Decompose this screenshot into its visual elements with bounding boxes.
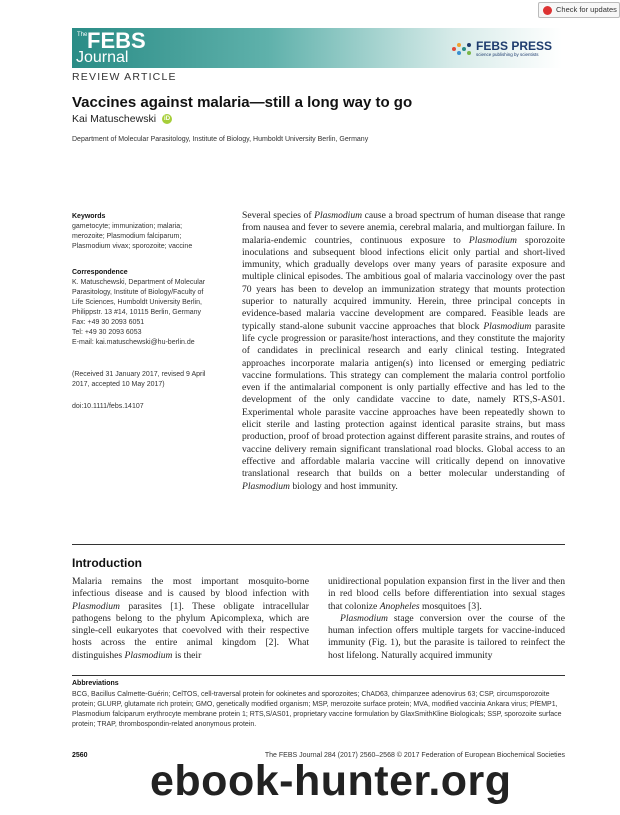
section-divider (72, 544, 565, 545)
watermark: ebook-hunter.org (150, 757, 512, 805)
correspondence-tel: Tel: +49 30 2093 6053 (72, 329, 142, 336)
journal-logo-the: The (77, 32, 88, 38)
abbreviations-divider (72, 675, 565, 676)
febs-press-tagline: science publishing by scientists (476, 52, 539, 57)
abbreviations-text: BCG, Bacillus Calmette-Guérin; CelTOS, cell-traversal protein for ookinetes and sporozoites; ChAD63, chimpanzee adenovirus 63; CSP, circumsporozoite protein; GLURP, glutamate rich protein; GMO, genetically modified organism; MSP, merozoite surface protein; MVA, modified vaccinia Ankara virus; PfEMP1, Plasmodium falciparum erythrocyte membrane protein 1; RTS,S/AS01, proprietary vaccine formulation by GlaxSmithKline Biologicals; SSP, sporozoite surface protein; TRAP, thrombospondin-related anonymous protein. (72, 691, 562, 728)
correspondence-line: Life Sciences, Humboldt University Berlin, (72, 299, 202, 306)
febs-press-dots-icon (452, 41, 472, 57)
febs-press-name: FEBS PRESS (476, 39, 553, 53)
dates-block (72, 370, 232, 390)
author-name[interactable]: Kai Matuschewski (72, 113, 157, 125)
introduction-heading: Introduction (72, 556, 142, 570)
article-author (72, 113, 172, 125)
abbreviations-heading: Abbreviations (72, 680, 119, 687)
keywords-line: gametocyte; immunization; malaria; (72, 223, 183, 230)
keywords-heading: Keywords (72, 213, 106, 220)
article-type: REVIEW ARTICLE (72, 71, 177, 83)
doi[interactable]: doi:10.1111/febs.14107 (72, 403, 144, 410)
journal-logo-journal: Journal (76, 49, 129, 66)
dates-line: (Received 31 January 2017, revised 9 April (72, 371, 206, 378)
journal-logo-febs: FEBS (87, 28, 146, 53)
update-icon (543, 6, 552, 15)
keywords-block (72, 212, 232, 252)
check-for-updates-label: Check for updates (556, 5, 617, 14)
journal-citation: The FEBS Journal 284 (2017) 2560–2568 © 2017 Federation of European Biochemical Societies (264, 752, 565, 759)
keywords-line: merozoite; Plasmodium falciparum; (72, 233, 182, 240)
article-affiliation: Department of Molecular Parasitology, Institute of Biology, Humboldt University Berlin, Germany (72, 136, 369, 143)
correspondence-block (72, 268, 232, 348)
correspondence-line: K. Matuschewski, Department of Molecular (72, 279, 206, 286)
introduction-column-2: unidirectional population expansion first in the liver and then in red blood cells before differentiation into sexual stages that colonize Anopheles mosquitoes [3]. Plasmodium stage conversion over the course of the human infection offers multiple targets for vaccine-induced immunity (Fig. 1), but the parasite is tailored to reinfect the host lifelong. Naturally acquired immunity (328, 576, 565, 661)
orcid-icon[interactable]: iD (164, 116, 171, 122)
correspondence-heading: Correspondence (72, 269, 128, 276)
abstract: Several species of Plasmodium cause a broad spectrum of human disease that range from nausea and fever to severe anemia, cerebral malaria, and multiorgan failure. In malaria-endemic countries, continuous exposure to Plasmodium sporozoite inoculations and subsequent blood infections elicit only partial and short-lived immunity, which gradually develops over many years of parasite exposure and multiple clinical episodes. The ambitious goal of malaria vaccinology over the past 70 years has been to develop an immunization strategy that mounts protection superior to naturally acquired immunity. Herein, three principal concepts in evidence-based malaria vaccine development are compared. Feasible leads are typically stand-alone subunit vaccine approaches that block Plasmodium parasite life cycle progression or parasite/host interactions, and they constitute the majority of candidates in preclinical research and early clinical testing. Integrated approaches incorporate malaria antigen(s) into licensed or emerging pediatric vaccine formulations. This strategy can complement the malaria control portfolio even if the antimalarial component is only partially effective and has led to the development of the only candidate vaccine to date, namely RTS,S-AS01. Experimental whole parasite vaccine approaches have been repeatedly shown to elicit sterile and lasting protection against identical parasite strains, but mass production, proof of broad protection against different parasite strains, and routes of vaccine delivery remain significant translational road blocks. Global access to an effective and affordable malaria vaccine will critically depend on innovative translational research that builds on a better molecular understanding of Plasmodium biology and host immunity. (242, 210, 565, 492)
page-number: 2560 (72, 752, 88, 759)
correspondence-line: Parasitology, Institute of Biology/Faculty of (72, 289, 204, 296)
dates-line: 2017, accepted 10 May 2017) (72, 381, 165, 388)
febs-press-logo (452, 40, 552, 58)
introduction-column-1: Malaria remains the most important mosquito-borne infectious disease and is caused by blood infection with Plasmodium parasites [1]. These obligate intracellular pathogens belong to the phylum Apicomplexa, which are single-cell eukaryotes that coevolved with their respective hosts across the entire animal kingdom [2]. What distinguishes Plasmodium is their (72, 576, 309, 661)
correspondence-email[interactable]: E-mail: kai.matuschewski@hu-berlin.de (72, 339, 195, 346)
check-for-updates-button[interactable] (538, 2, 620, 18)
keywords-line: Plasmodium vivax; sporozoite; vaccine (72, 243, 193, 250)
correspondence-line: Philippstr. 13 #14, 10115 Berlin, Germany (72, 309, 202, 316)
correspondence-fax: Fax: +49 30 2093 6051 (72, 319, 145, 326)
article-title: Vaccines against malaria—still a long way to go (72, 94, 413, 111)
